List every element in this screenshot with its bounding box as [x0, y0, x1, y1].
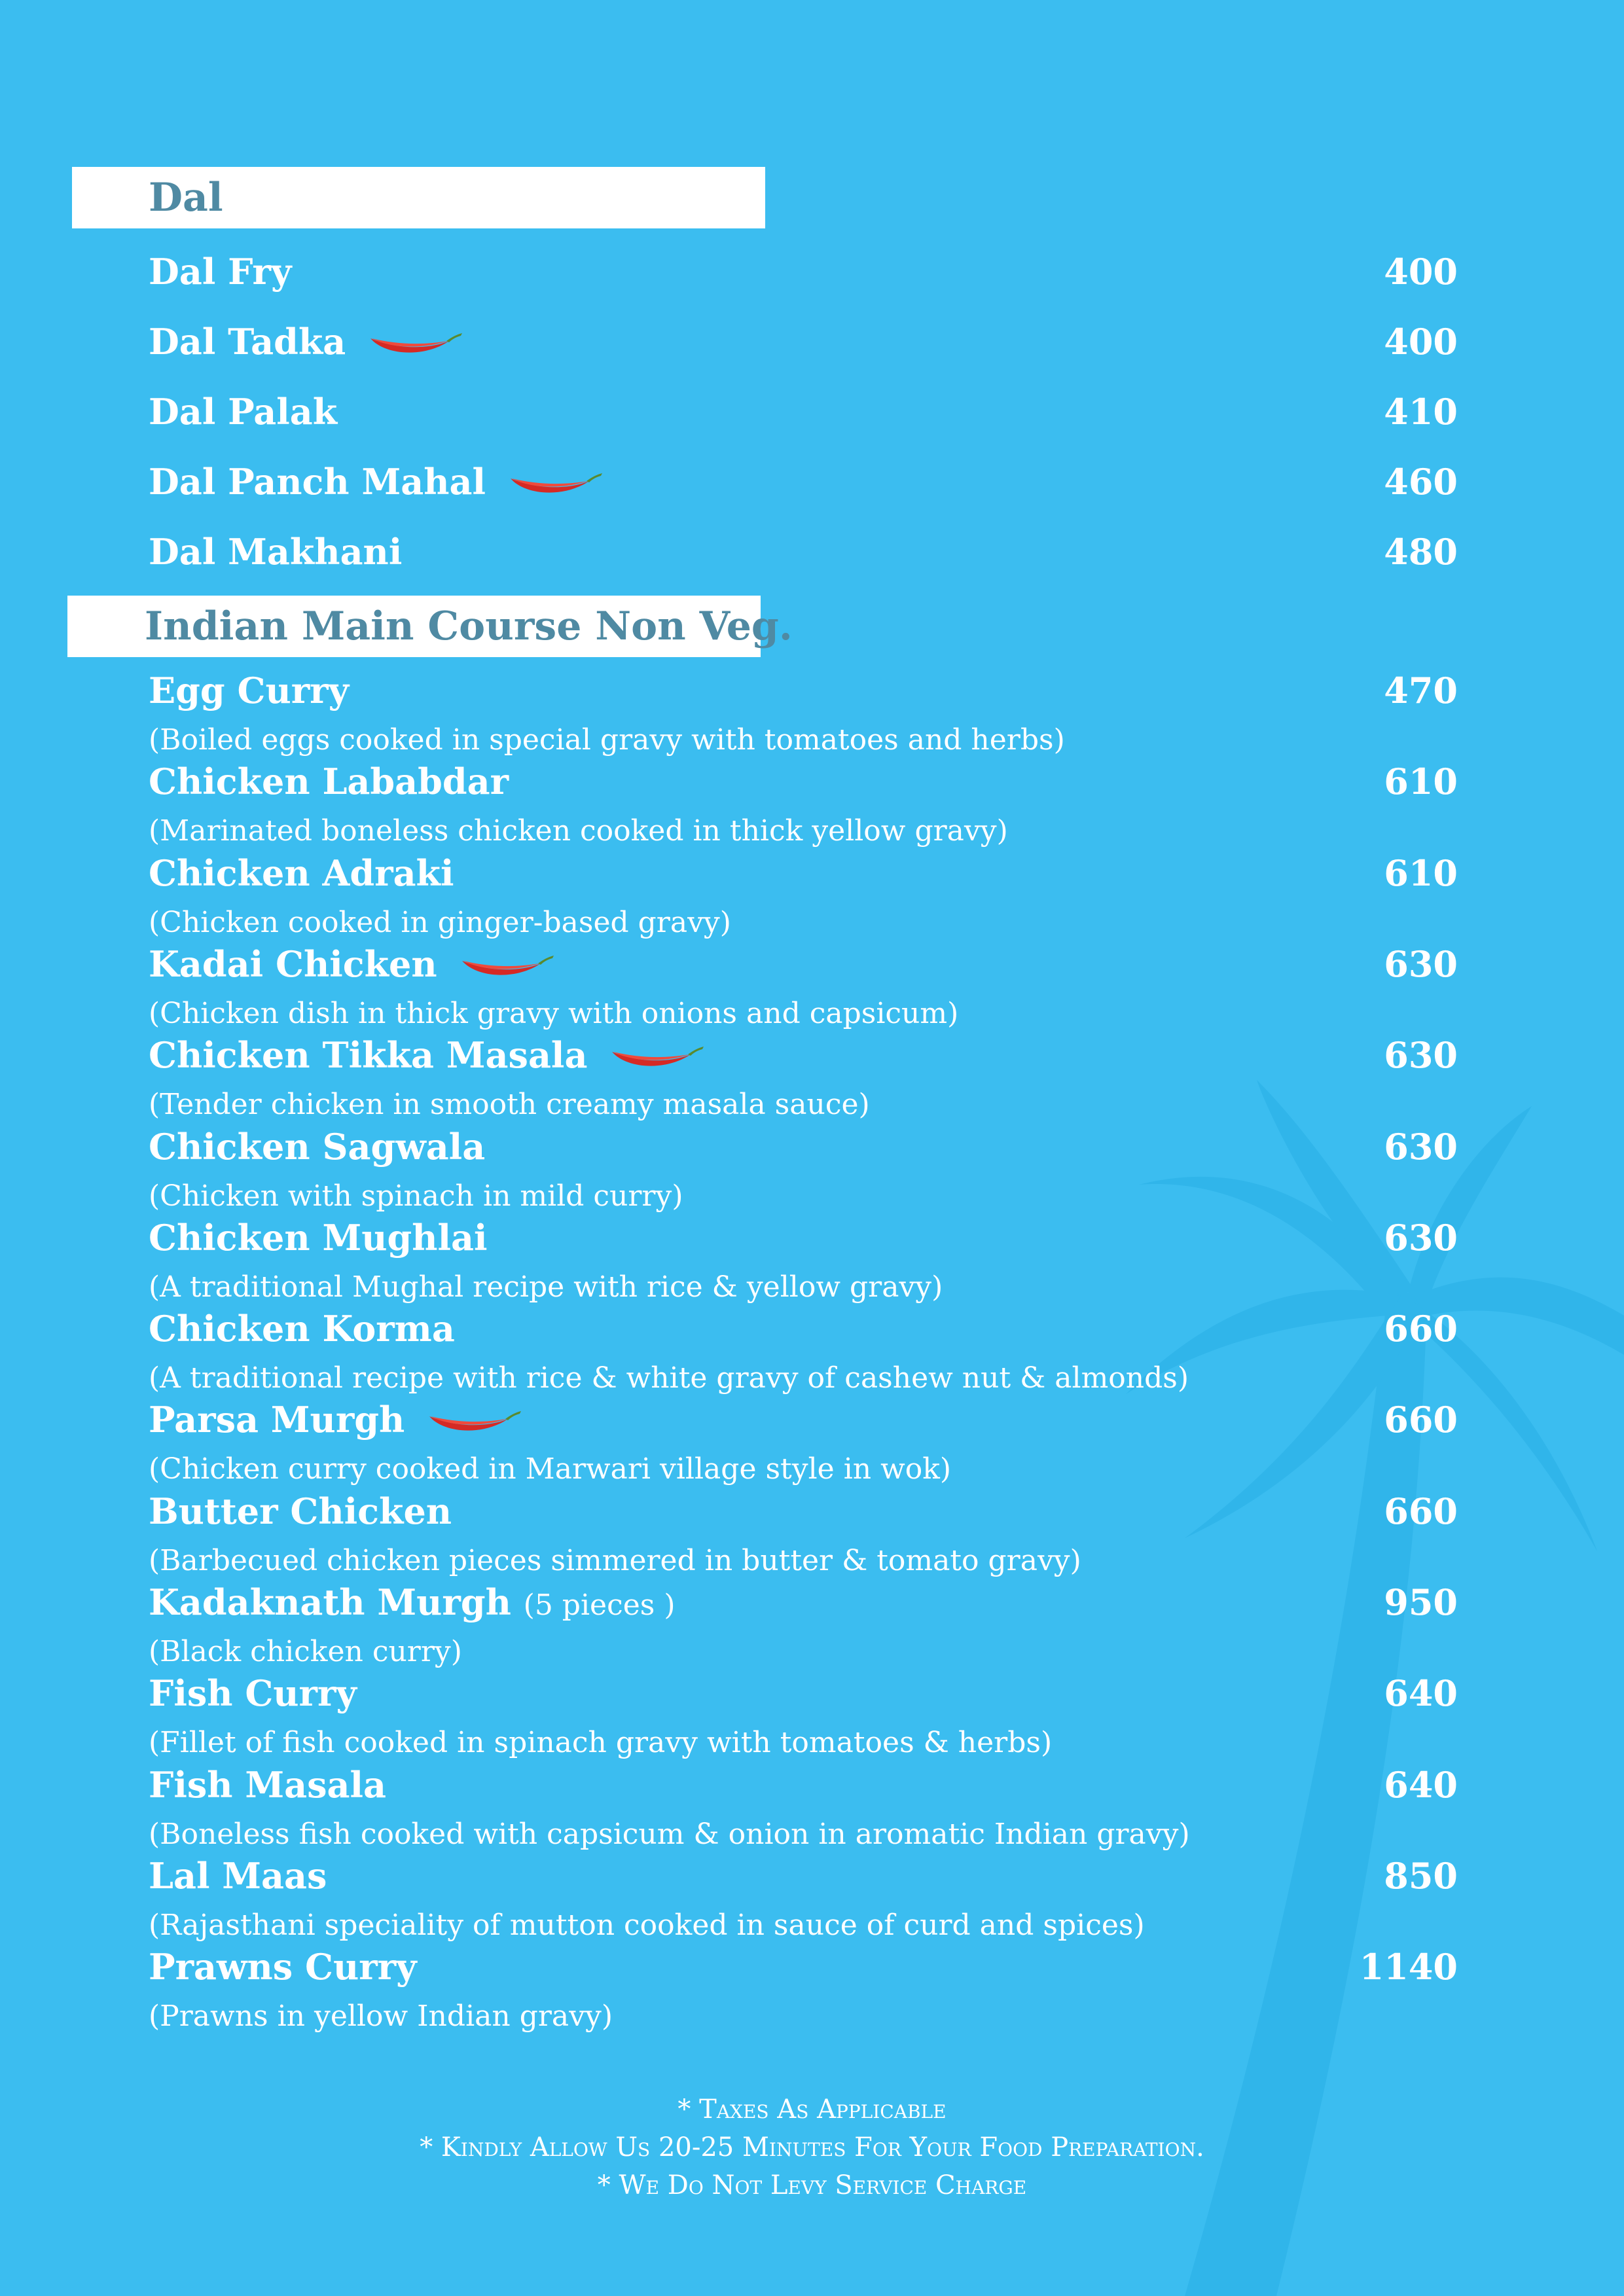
- item-name: [149, 1941, 417, 1993]
- item-name-text: Prawns Curry: [149, 1946, 417, 1988]
- section-header-dal: [72, 167, 765, 228]
- item-name-text: Parsa Murgh: [149, 1399, 405, 1441]
- menu-item: [149, 1302, 1458, 1355]
- item-price: 850: [1384, 1854, 1458, 1897]
- item-price: 610: [1384, 761, 1458, 803]
- item-price: 950: [1384, 1581, 1458, 1623]
- item-name-text: Lal Maas: [149, 1854, 327, 1897]
- item-name: [149, 938, 555, 990]
- item-name-text: Dal Panch Mahal: [149, 461, 486, 503]
- item-name: [149, 1029, 705, 1081]
- footer-note: * We Do Not Levy Service Charge: [597, 2170, 1027, 2200]
- item-name: [149, 1393, 522, 1446]
- item-description: (Chicken curry cooked in Marwari village style in wok): [149, 1452, 952, 1486]
- chili-icon: [607, 1043, 705, 1074]
- item-name-text: Dal Fry: [149, 251, 292, 293]
- item-description: (Black chicken curry): [149, 1635, 462, 1668]
- item-name-text: Dal Palak: [149, 391, 338, 433]
- menu-item: [149, 1759, 1458, 1811]
- menu-item: [149, 1393, 1458, 1446]
- section-title-dal: Dal: [149, 175, 223, 221]
- item-name: [149, 1667, 357, 1719]
- item-price: 660: [1384, 1490, 1458, 1532]
- menu-item: [149, 456, 1458, 508]
- item-price: 660: [1384, 1399, 1458, 1441]
- item-name-text: Fish Masala: [149, 1763, 386, 1806]
- item-name: [149, 1302, 455, 1355]
- menu-item: [149, 1850, 1458, 1902]
- menu-item: [149, 315, 1458, 368]
- menu-item: [149, 245, 1458, 298]
- item-price: 630: [1384, 1216, 1458, 1259]
- menu-item: [149, 1576, 1458, 1628]
- item-name: [149, 526, 402, 578]
- item-name-text: Chicken Lababdar: [149, 761, 509, 803]
- menu-item: [149, 1121, 1458, 1173]
- item-name-text: Chicken Adraki: [149, 852, 454, 894]
- item-description: (Boneless fish cooked with capsicum & onion in aromatic Indian gravy): [149, 1817, 1190, 1851]
- menu-item: [149, 1941, 1458, 1993]
- item-price: 1140: [1359, 1946, 1458, 1988]
- menu-item: [149, 1211, 1458, 1264]
- item-price: 640: [1384, 1763, 1458, 1806]
- item-price: 630: [1384, 1125, 1458, 1168]
- item-price: 660: [1384, 1308, 1458, 1350]
- item-name: [149, 1121, 485, 1173]
- item-name: [149, 1759, 386, 1811]
- item-description: (Rajasthani speciality of mutton cooked in sauce of curd and spices): [149, 1908, 1145, 1942]
- item-description: (Barbecued chicken pieces simmered in butter & tomato gravy): [149, 1543, 1081, 1577]
- item-name-text: Chicken Korma: [149, 1308, 455, 1350]
- item-description: (Tender chicken in smooth creamy masala sauce): [149, 1088, 870, 1122]
- item-price: 630: [1384, 942, 1458, 985]
- item-description: (Chicken dish in thick gravy with onions and capsicum): [149, 996, 959, 1030]
- item-name: [149, 386, 337, 438]
- chili-icon: [365, 329, 463, 361]
- chili-icon: [457, 952, 555, 983]
- item-price: 400: [1384, 251, 1458, 293]
- item-name: [149, 1211, 488, 1264]
- item-price: 480: [1384, 531, 1458, 573]
- chili-icon: [505, 469, 604, 501]
- item-name-text: Kadaknath Murgh: [149, 1581, 511, 1623]
- item-description: (Chicken cooked in ginger-based gravy): [149, 905, 731, 939]
- item-name-text: Fish Curry: [149, 1672, 357, 1715]
- menu-item: [149, 386, 1458, 438]
- item-price: 460: [1384, 461, 1458, 503]
- item-description: (Boiled eggs cooked in special gravy with tomatoes and herbs): [149, 723, 1065, 757]
- menu-item: [149, 1667, 1458, 1719]
- item-name: [149, 664, 349, 717]
- item-note: (5 pieces ): [523, 1588, 676, 1622]
- item-name-text: Butter Chicken: [149, 1490, 452, 1532]
- item-price: 630: [1384, 1034, 1458, 1077]
- item-name: [149, 456, 604, 508]
- item-name-text: Kadai Chicken: [149, 942, 437, 985]
- item-name: [149, 1485, 452, 1537]
- item-price: 400: [1384, 321, 1458, 363]
- menu-item: [149, 526, 1458, 578]
- section-title-non-veg: Indian Main Course Non Veg.: [145, 603, 793, 649]
- item-description: (Chicken with spinach in mild curry): [149, 1179, 683, 1213]
- menu-item: [149, 847, 1458, 899]
- item-name: [149, 245, 291, 298]
- item-name-text: Chicken Tikka Masala: [149, 1034, 588, 1077]
- menu-item: [149, 938, 1458, 990]
- chili-icon: [424, 1407, 522, 1439]
- menu-item: [149, 1485, 1458, 1537]
- item-description: (A traditional Mughal recipe with rice & yellow gravy): [149, 1270, 943, 1304]
- item-name-text: Egg Curry: [149, 670, 349, 711]
- item-name-text: Chicken Mughlai: [149, 1216, 488, 1259]
- item-name: [149, 1850, 327, 1902]
- menu-item: [149, 1029, 1458, 1081]
- item-price: 610: [1384, 852, 1458, 894]
- item-description: (Marinated boneless chicken cooked in thick yellow gravy): [149, 814, 1008, 848]
- item-description: (Prawns in yellow Indian gravy): [149, 2000, 613, 2034]
- menu-item: [149, 664, 1458, 717]
- footer-note: * Taxes As Applicable: [677, 2094, 947, 2125]
- item-name: [149, 755, 509, 808]
- item-name: [149, 847, 454, 899]
- menu-item: [149, 755, 1458, 808]
- item-price: 410: [1384, 391, 1458, 433]
- item-name-text: Chicken Sagwala: [149, 1125, 486, 1168]
- item-description: (A traditional recipe with rice & white gravy of cashew nut & almonds): [149, 1361, 1189, 1395]
- item-name-text: Dal Makhani: [149, 531, 403, 573]
- footer-note: * Kindly Allow Us 20-25 Minutes For Your Food Preparation.: [420, 2132, 1204, 2162]
- item-name: [149, 1576, 676, 1632]
- item-price: 640: [1384, 1672, 1458, 1715]
- item-name-text: Dal Tadka: [149, 321, 346, 363]
- section-header-non-veg: [67, 596, 793, 657]
- item-description: (Fillet of fish cooked in spinach gravy with tomatoes & herbs): [149, 1726, 1053, 1760]
- item-price: 470: [1384, 670, 1458, 711]
- item-name: [149, 315, 463, 368]
